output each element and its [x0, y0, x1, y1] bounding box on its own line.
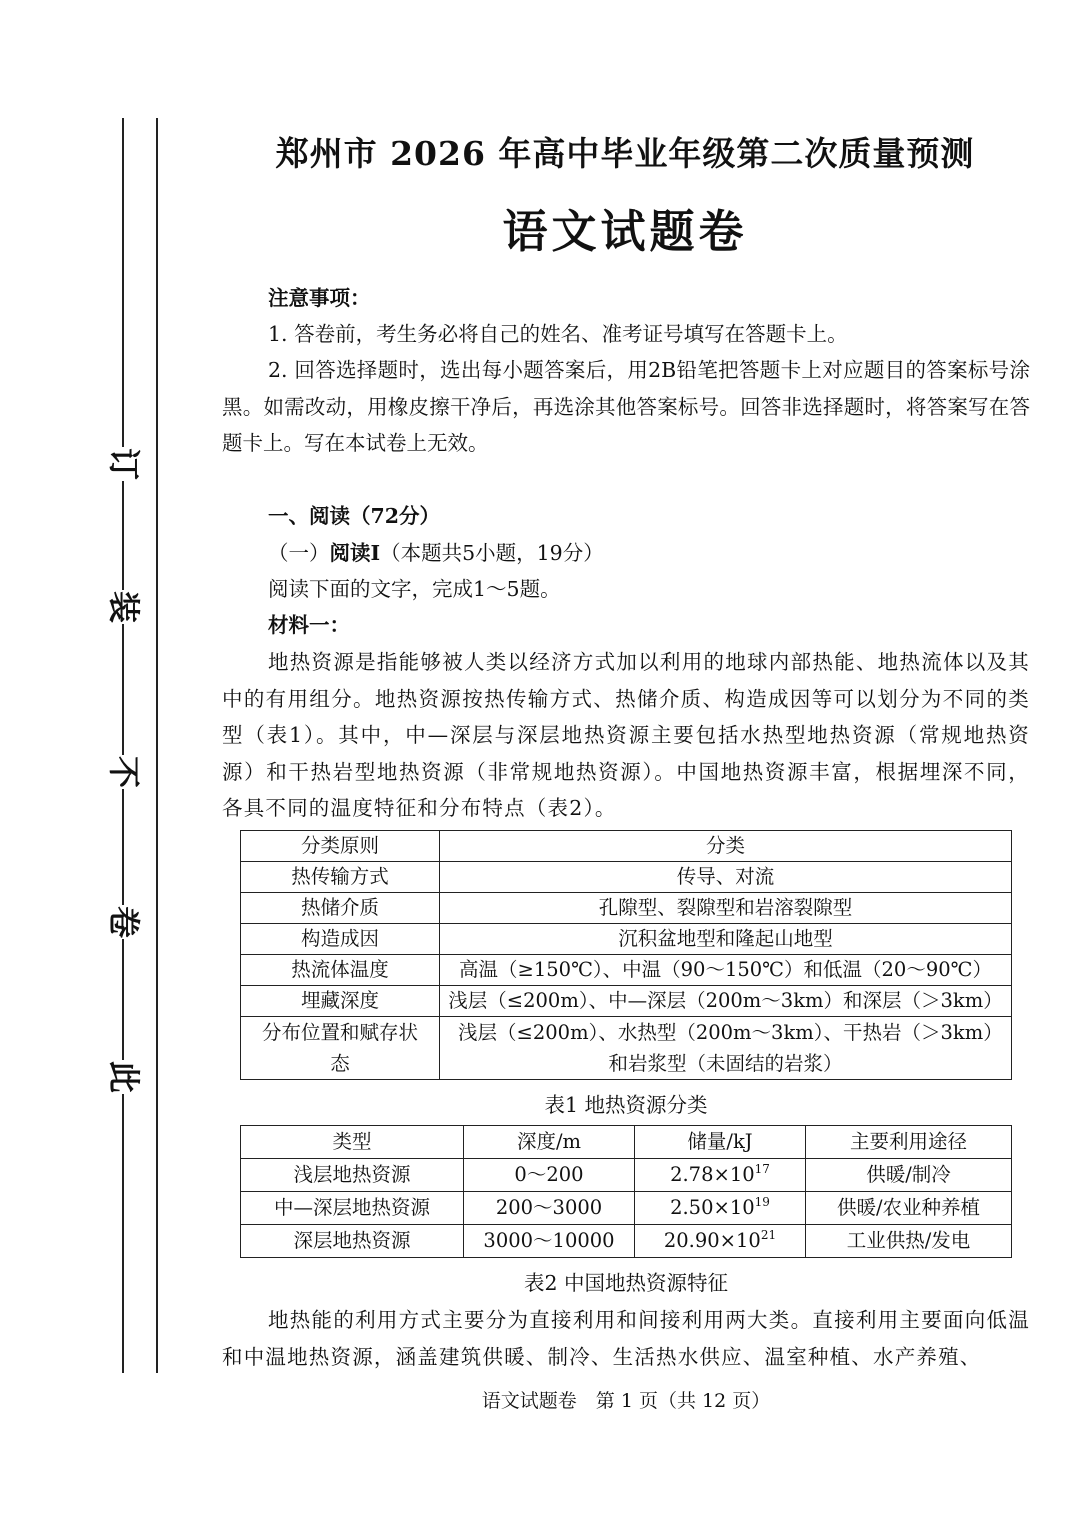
table-row	[241, 1192, 1012, 1225]
table-row	[241, 862, 1012, 893]
reserve-exponent: 17	[754, 1162, 770, 1176]
material-label: 材料一：	[268, 613, 350, 637]
table1-cell: 孔隙型、裂隙型和岩溶裂隙型	[440, 893, 1012, 924]
table-row	[241, 924, 1012, 955]
reserve-exponent: 19	[754, 1195, 770, 1209]
table2-header	[241, 1126, 1012, 1159]
table1-cell: 热传输方式	[241, 862, 440, 893]
table-row	[241, 1017, 1012, 1080]
material-paragraph-2: 地热能的利用方式主要分为直接利用和间接利用两大类。直接利用主要面向低温和中温地热资源，涵盖建筑供暖、制冷、生活热水供应、温室种植、水产养殖、	[222, 1308, 1030, 1369]
material-paragraph-1: 地热资源是指能够被人类以经济方式加以利用的地球内部热能、地热流体以及其中的有用组分。地热资源按热传输方式、热储介质、构造成因等可以划分为不同的类型（表1）。其中，中—深层与深层地热资源主要包括水热型地热资源（常规地热资源）和干热岩型地热资源（非常规地热资源）。中国地热资源丰富，根据埋深不同，各具不同的温度特征和分布特点（表2）。	[222, 650, 1030, 820]
table2-cell: 3000～10000	[464, 1225, 635, 1258]
sub-heading	[268, 535, 604, 571]
binding-char-ci: 此	[105, 1060, 143, 1093]
instruction: 阅读下面的文字，完成1～5题。	[268, 577, 561, 601]
table1-header	[241, 831, 1012, 862]
sub-heading-rest: （本题共5小题，19分）	[380, 541, 604, 565]
table2-cell	[635, 1225, 806, 1258]
binding-char-ding: 订	[105, 447, 143, 480]
table-row	[241, 955, 1012, 986]
table2-header-cell: 深度/m	[464, 1126, 635, 1159]
table1-cell: 浅层（≤200m）、水热型（200m～3km）、干热岩（＞3km）和岩浆型（未固结的岩浆）	[440, 1017, 1012, 1080]
table1-cell: 传导、对流	[440, 862, 1012, 893]
table2-cell: 中—深层地热资源	[241, 1192, 464, 1225]
table1-cell: 构造成因	[241, 924, 440, 955]
table2-cell	[635, 1159, 806, 1192]
table2-cell: 浅层地热资源	[241, 1159, 464, 1192]
exam-subtitle: 语文试题卷	[502, 205, 748, 258]
table1-header-cell: 分类原则	[241, 831, 440, 862]
binding-char-zhuang: 装	[105, 590, 143, 623]
table1-cell: 埋藏深度	[241, 986, 440, 1017]
table1-cell: 热流体温度	[241, 955, 440, 986]
table2-header-cell: 主要利用途径	[806, 1126, 1012, 1159]
table2-cell	[635, 1192, 806, 1225]
table-row	[241, 1225, 1012, 1258]
exam-title: 郑州市 2026 年高中毕业年级第二次质量预测	[275, 134, 975, 173]
table2-header-cell: 储量/kJ	[635, 1126, 806, 1159]
sub-heading-prefix: （一）	[268, 541, 330, 565]
table2-cell: 供暖/农业种养植	[806, 1192, 1012, 1225]
notice-item-1: 1. 答卷前，考生务必将自己的姓名、准考证号填写在答题卡上。	[268, 322, 848, 346]
part-heading: 一、阅读（72分）	[268, 504, 441, 528]
table1-header-cell: 分类	[440, 831, 1012, 862]
table1-caption: 表1 地热资源分类	[544, 1093, 708, 1117]
sub-heading-bold: 阅读Ⅰ	[329, 541, 381, 565]
table2-caption: 表2 中国地热资源特征	[523, 1271, 729, 1295]
table2-cell: 工业供热/发电	[806, 1225, 1012, 1258]
binding-outer-line	[156, 118, 158, 1373]
binding-char-bu: 不	[105, 755, 143, 788]
table2-cell: 200～3000	[464, 1192, 635, 1225]
table-china-geothermal-features	[240, 1125, 1012, 1258]
table1-cell: 高温（≥150℃）、中温（90～150℃）和低温（20～90℃）	[440, 955, 1012, 986]
notice-item-2: 2. 回答选择题时，选出每小题答案后，用2B铅笔把答题卡上对应题目的答案标号涂黑。如需改动，用橡皮擦干净后，再选涂其他答案标号。回答非选择题时，将答案写在答题卡上。写在本试卷上无效。	[222, 358, 1030, 455]
binding-char-juan: 卷	[105, 905, 143, 938]
table-row	[241, 1159, 1012, 1192]
table2-cell: 0～200	[464, 1159, 635, 1192]
page-footer: 语文试题卷 第 1 页（共 12 页）	[481, 1390, 771, 1412]
binding-line	[122, 118, 124, 1373]
notice-heading: 注意事项：	[268, 286, 371, 310]
reserve-mantissa: 20.90×10	[663, 1229, 761, 1252]
table2-cell: 深层地热资源	[241, 1225, 464, 1258]
table1-cell: 热储介质	[241, 893, 440, 924]
reserve-mantissa: 2.50×10	[670, 1196, 755, 1219]
table1-cell: 分布位置和赋存状态	[241, 1017, 440, 1080]
table1-cell: 沉积盆地型和隆起山地型	[440, 924, 1012, 955]
reserve-exponent: 21	[760, 1228, 777, 1242]
reserve-mantissa: 2.78×10	[670, 1163, 755, 1186]
table-geothermal-classification	[240, 830, 1012, 1080]
table2-cell: 供暖/制冷	[806, 1159, 1012, 1192]
table-row	[241, 893, 1012, 924]
table2-header-cell: 类型	[241, 1126, 464, 1159]
table1-cell: 浅层（≤200m）、中—深层（200m～3km）和深层（＞3km）	[440, 986, 1012, 1017]
table-row	[241, 986, 1012, 1017]
